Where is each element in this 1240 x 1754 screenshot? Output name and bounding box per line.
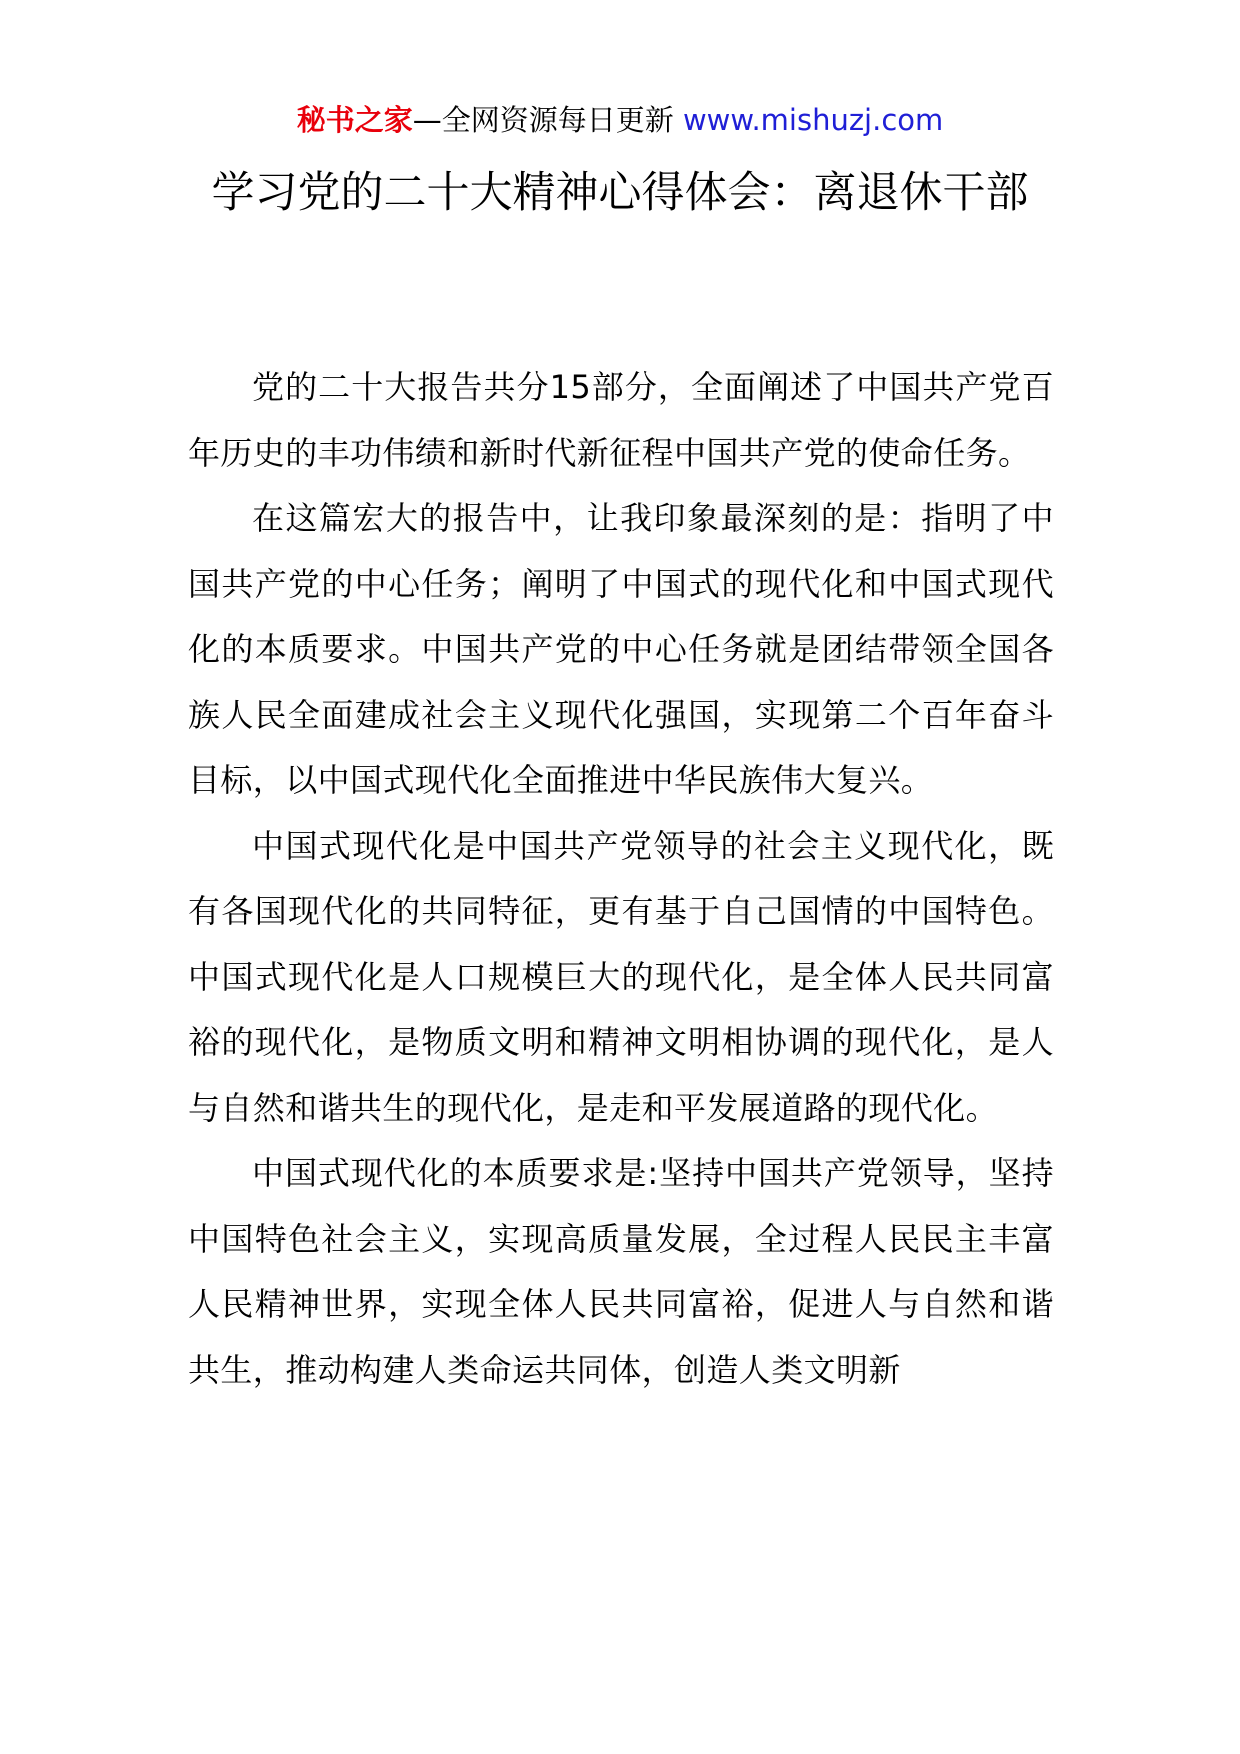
site-url-link[interactable]: www.mishuzj.com bbox=[682, 103, 944, 137]
paragraph-3: 中国式现代化是中国共产党领导的社会主义现代化，既有各国现代化的共同特征，更有基于自己国情的中国特色。中国式现代化是人口规模巨大的现代化，是全体人民共同富裕的现代化，是物质文明和精神文明相协调的现代化，是人与自然和谐共生的现代化，是走和平发展道路的现代化。 bbox=[188, 826, 1054, 1127]
document-title: 学习党的二十大精神心得体会：离退休干部 bbox=[211, 168, 1029, 218]
document-body bbox=[188, 355, 1054, 1403]
paragraph-4: 中国式现代化的本质要求是:坚持中国共产党领导，坚持中国特色社会主义，实现高质量发展，全过程人民民主丰富人民精神世界，实现全体人民共同富裕，促进人与自然和谐共生，推动构建人类命运共同体，创造人类文明新 bbox=[188, 1154, 1054, 1389]
site-header bbox=[0, 100, 1240, 140]
paragraph-2: 在这篇宏大的报告中，让我印象最深刻的是：指明了中国共产党的中心任务；阐明了中国式的现代化和中国式现代化的本质要求。中国共产党的中心任务就是团结带领全国各族人民全面建成社会主义现代化强国，实现第二个百年奋斗目标，以中国式现代化全面推进中华民族伟大复兴。 bbox=[188, 499, 1054, 799]
site-tagline: —全网资源每日更新 bbox=[412, 103, 683, 137]
paragraph-1: 党的二十大报告共分15部分，全面阐述了中国共产党百年历史的丰功伟绩和新时代新征程中国共产党的使命任务。 bbox=[188, 368, 1054, 472]
site-brand: 秘书之家 bbox=[296, 103, 413, 137]
